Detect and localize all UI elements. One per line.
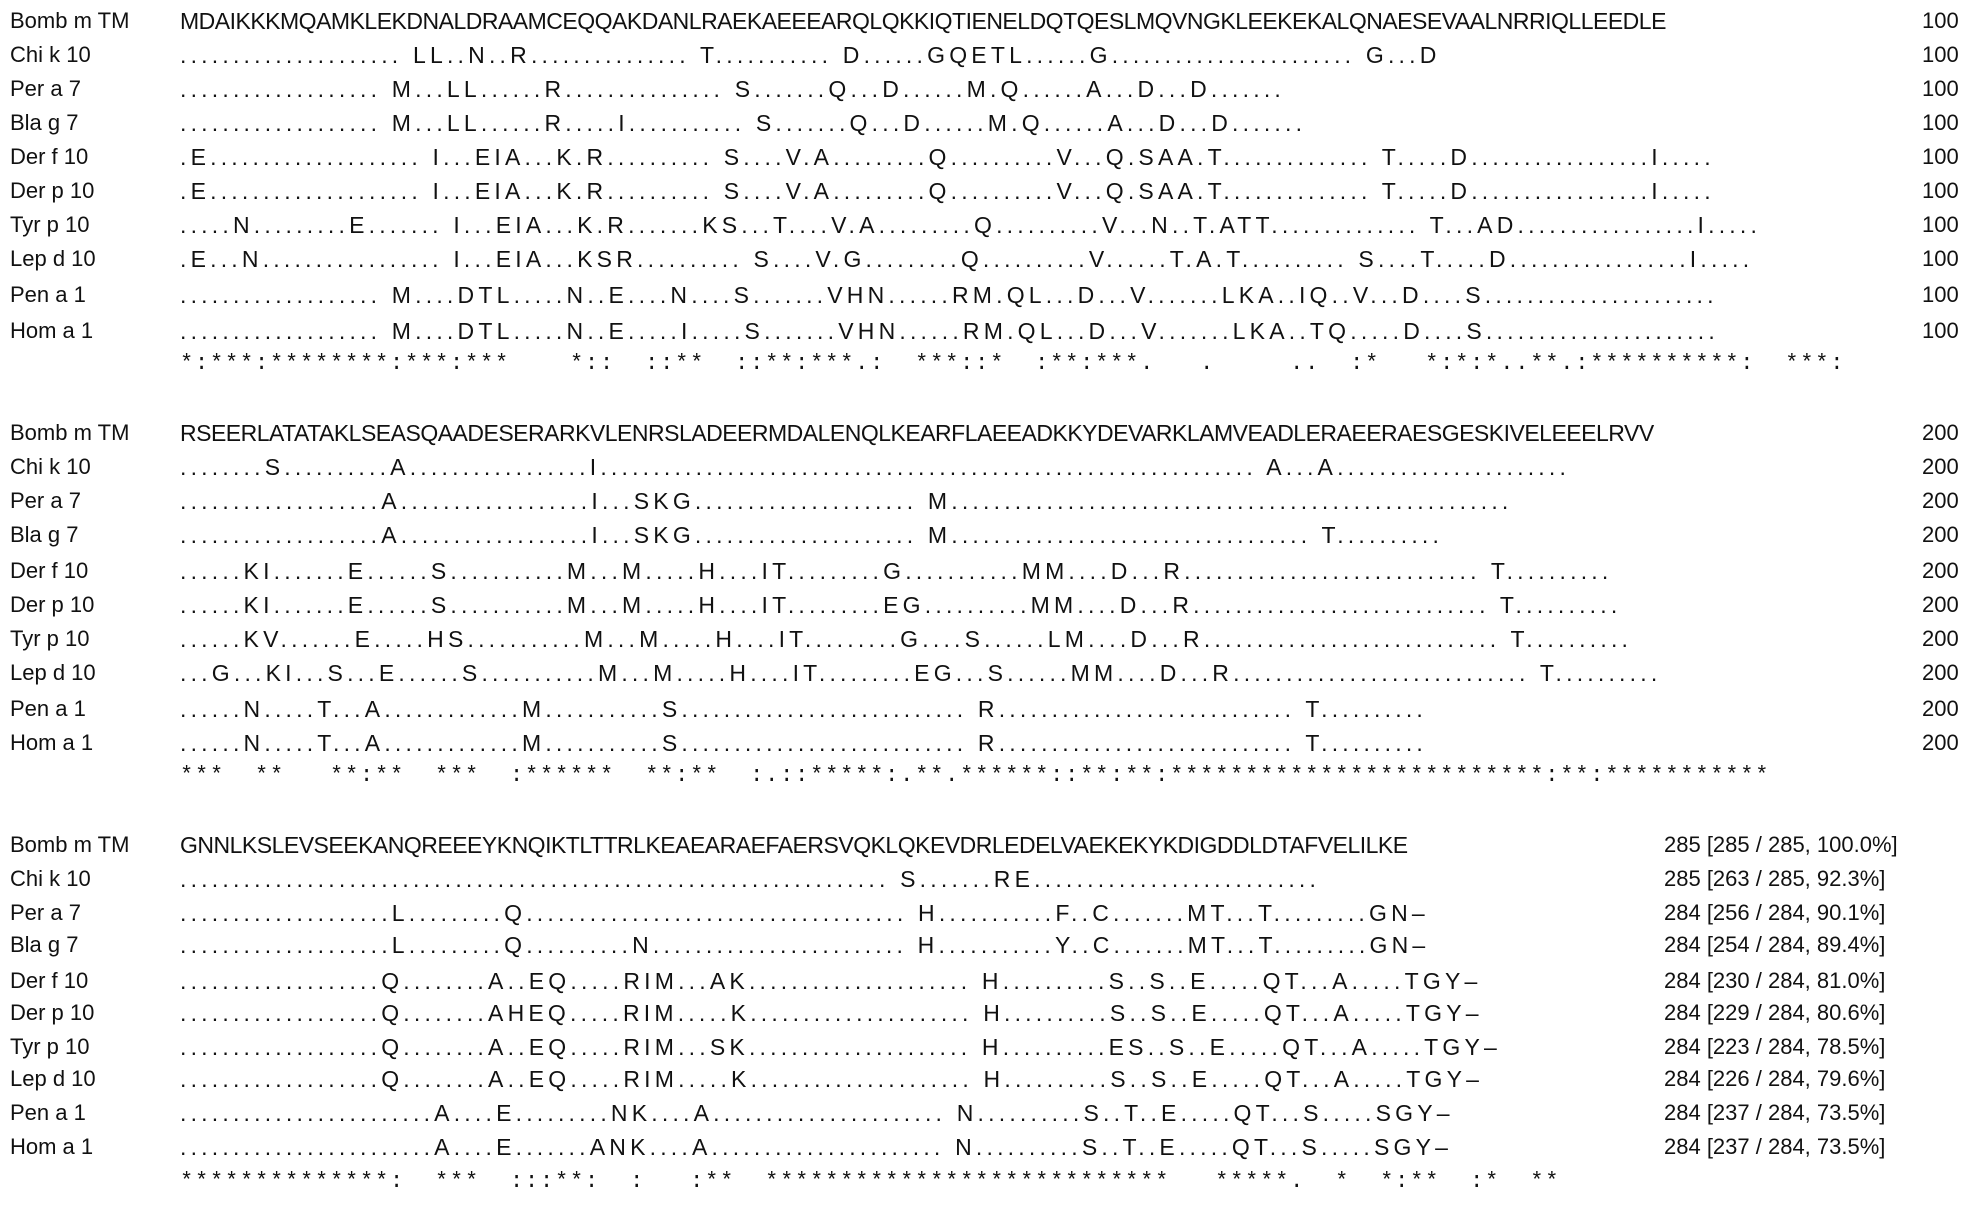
sequence-end-position: 100	[1922, 318, 1959, 343]
sequence-end-position: 100	[1922, 110, 1959, 135]
sequence-residues: ...................A..................I...SKG..................... M.................................. T..........	[180, 522, 1444, 548]
sequence-name: Bla g 7	[10, 932, 79, 957]
sequence-name: Pen a 1	[10, 1100, 86, 1125]
consensus-line: *** ** **:** *** :****** **:** :.::*****:.**.******::**:**:*************************:**:***********	[180, 763, 1771, 788]
alignment-row	[0, 484, 1976, 518]
sequence-name: Der p 10	[10, 178, 95, 203]
alignment-row	[0, 996, 1976, 1030]
sequence-name: Lep d 10	[10, 660, 96, 685]
sequence-residues: ...................Q........A..EQ.....RIM...SK..................... H..........ES..S..E.....QT...A.....TGY–	[180, 1034, 1502, 1060]
sequence-end-position: 100	[1922, 144, 1959, 169]
sequence-residues: ...................Q........A..EQ.....RIM...AK..................... H..........S..S..E.....QT...A.....TGY–	[180, 968, 1482, 994]
alignment-row	[0, 554, 1976, 588]
sequence-name: Der f 10	[10, 968, 89, 993]
alignment-row	[0, 208, 1976, 242]
alignment-row	[0, 828, 1976, 862]
alignment-row	[0, 588, 1976, 622]
sequence-residues: ...................Q........A..EQ.....RIM.....K..................... H..........S..S..E.....QT...A.....TGY–	[180, 1066, 1484, 1092]
sequence-identity-summary: 284 [256 / 284, 90.1%]	[1664, 900, 1886, 925]
alignment-row	[0, 518, 1976, 552]
sequence-residues: GNNLKSLEVSEEKANQREEEYKNQIKTLTTRLKEAEARAEFAERSVQKLQKEVDRLEDELVAEKEKYKDIGDDLDTAFVELILKE	[180, 832, 1408, 858]
sequence-name: Lep d 10	[10, 246, 96, 271]
sequence-residues: ................... M....DTL.....N..E....N....S.......VHN......RM.QL...D...V.......LKA..IQ..V...D....S......................	[180, 282, 1718, 308]
alignment-row	[0, 622, 1976, 656]
alignment-row	[0, 1030, 1976, 1064]
sequence-residues: ....................L.........Q..........N........................ H...........Y..C.......MT...T.........GN–	[180, 932, 1430, 958]
alignment-row	[0, 1096, 1976, 1130]
sequence-identity-summary: 284 [254 / 284, 89.4%]	[1664, 932, 1886, 957]
sequence-residues: ................... M...LL......R............... S.......Q...D......M.Q......A...D...D.......	[180, 76, 1286, 102]
alignment-row	[0, 106, 1976, 140]
sequence-residues: ......N.....T...A.............M...........S........................... R............................ T..........	[180, 730, 1428, 756]
sequence-residues: ........................A....E.......ANK....A...................... N..........S..T..E.....QT...S.....SGY–	[180, 1134, 1453, 1160]
sequence-end-position: 100	[1922, 212, 1959, 237]
sequence-name: Der p 10	[10, 592, 95, 617]
sequence-name: Per a 7	[10, 900, 81, 925]
sequence-end-position: 200	[1922, 592, 1959, 617]
sequence-identity-summary: 285 [263 / 285, 92.3%]	[1664, 866, 1886, 891]
sequence-residues: ....................L.........Q.................................... H...........F..C.......MT...T.........GN–	[180, 900, 1429, 926]
sequence-identity-summary: 284 [223 / 284, 78.5%]	[1664, 1034, 1886, 1059]
sequence-identity-summary: 285 [285 / 285, 100.0%]	[1664, 832, 1898, 857]
sequence-residues: RSEERLATATAKLSEASQAADESERARKVLENRSLADEERMDALENQLKEARFLAEEADKKYDEVARKLAMVEADLERAEERAESGESKIVELEEELRVV	[180, 420, 1654, 446]
sequence-end-position: 100	[1922, 246, 1959, 271]
alignment-row	[0, 174, 1976, 208]
sequence-residues: .E...N................. I...EIA...KSR.......... S....V.G.........Q..........V......T.A.T.......... S....T.....D.................I.....	[180, 246, 1754, 272]
sequence-identity-summary: 284 [226 / 284, 79.6%]	[1664, 1066, 1886, 1091]
sequence-end-position: 100	[1922, 8, 1959, 33]
alignment-row	[0, 314, 1976, 348]
sequence-end-position: 200	[1922, 420, 1959, 445]
alignment-row	[0, 278, 1976, 312]
sequence-residues: .E.................... I...EIA...K.R.......... S....V.A.........Q..........V...Q.SAA.T.............. T.....D.................I.....	[180, 144, 1715, 170]
sequence-identity-summary: 284 [229 / 284, 80.6%]	[1664, 1000, 1886, 1025]
sequence-residues: .E.................... I...EIA...K.R.......... S....V.A.........Q..........V...Q.SAA.T.............. T.....D.................I.....	[180, 178, 1715, 204]
sequence-end-position: 200	[1922, 488, 1959, 513]
sequence-name: Per a 7	[10, 488, 81, 513]
sequence-name: Tyr p 10	[10, 212, 90, 237]
sequence-residues: ........S..........A.................I.............................................................. A...A......................	[180, 454, 1571, 480]
sequence-end-position: 200	[1922, 696, 1959, 721]
sequence-residues: ......KI.......E......S...........M...M.....H....IT.........EG..........MM....D...R............................ T..........	[180, 592, 1622, 618]
sequence-name: Pen a 1	[10, 282, 86, 307]
sequence-end-position: 200	[1922, 660, 1959, 685]
sequence-end-position: 200	[1922, 522, 1959, 547]
sequence-name: Hom a 1	[10, 1134, 94, 1159]
sequence-name: Hom a 1	[10, 318, 94, 343]
sequence-identity-summary: 284 [230 / 284, 81.0%]	[1664, 968, 1886, 993]
sequence-identity-summary: 284 [237 / 284, 73.5%]	[1664, 1100, 1886, 1125]
sequence-name: Der f 10	[10, 144, 89, 169]
consensus-line: **************: *** :::**: : :** *************************** *****. * *:** :* **	[180, 1169, 1561, 1194]
consensus-line: *:***:********:***:*** *:: ::** ::**:***.: ***::* :**:***. . .. :* *:*:*..**.:**********: ***:	[180, 351, 1846, 376]
sequence-name: Lep d 10	[10, 1066, 96, 1091]
sequence-end-position: 100	[1922, 282, 1959, 307]
sequence-identity-summary: 284 [237 / 284, 73.5%]	[1664, 1134, 1886, 1159]
sequence-name: Bla g 7	[10, 110, 79, 135]
alignment-row	[0, 692, 1976, 726]
sequence-end-position: 100	[1922, 76, 1959, 101]
sequence-name: Der f 10	[10, 558, 89, 583]
sequence-name: Bomb m TM	[10, 420, 130, 445]
sequence-residues: ..................... LL..N..R............... T........... D......GQETL......G....................... G...D	[180, 42, 1441, 68]
alignment-row	[0, 656, 1976, 690]
alignment-row	[0, 1062, 1976, 1096]
sequence-residues: ................................................................... S.......RE...........................	[180, 866, 1321, 892]
sequence-residues: ...G...KI...S...E......S...........M...M.....H....IT.........EG...S......MM....D...R............................ T..........	[180, 660, 1662, 686]
sequence-residues: ......N.....T...A.............M...........S........................... R............................ T..........	[180, 696, 1428, 722]
alignment-row	[0, 72, 1976, 106]
sequence-residues: ................... M...LL......R.....I........... S.......Q...D......M.Q......A...D...D.......	[180, 110, 1307, 136]
sequence-name: Tyr p 10	[10, 1034, 90, 1059]
alignment-row	[0, 38, 1976, 72]
sequence-residues: ......KI.......E......S...........M...M.....H....IT.........G...........MM....D...R............................ T..........	[180, 558, 1613, 584]
sequence-name: Per a 7	[10, 76, 81, 101]
sequence-name: Hom a 1	[10, 730, 94, 755]
sequence-name: Bla g 7	[10, 522, 79, 547]
sequence-residues: ...................A..................I...SKG..................... M.....................................................	[180, 488, 1513, 514]
sequence-residues: ........................A....E.........NK....A...................... N..........S..T..E.....QT...S.....SGY–	[180, 1100, 1454, 1126]
sequence-name: Chi k 10	[10, 454, 91, 479]
alignment-row	[0, 140, 1976, 174]
sequence-end-position: 200	[1922, 730, 1959, 755]
alignment-row	[0, 896, 1976, 930]
alignment-row	[0, 964, 1976, 998]
sequence-name: Bomb m TM	[10, 832, 130, 857]
sequence-name: Der p 10	[10, 1000, 95, 1025]
sequence-end-position: 200	[1922, 558, 1959, 583]
sequence-residues: MDAIKKKMQAMKLEKDNALDRAAMCEQQAKDANLRAEKAEEEARQLQKKIQTIENELDQTQESLMQVNGKLEEKEKALQNAESEVAALNRRIQLLEEDLE	[180, 8, 1666, 34]
sequence-name: Pen a 1	[10, 696, 86, 721]
sequence-name: Chi k 10	[10, 866, 91, 891]
alignment-row	[0, 4, 1976, 38]
sequence-name: Tyr p 10	[10, 626, 90, 651]
sequence-residues: ...................Q........AHEQ.....RIM.....K..................... H..........S..S..E.....QT...A.....TGY–	[180, 1000, 1483, 1026]
alignment-row	[0, 416, 1976, 450]
sequence-residues: ................... M....DTL.....N..E.....I.....S.......VHN......RM.QL...D...V.......LKA..TQ.....D....S......................	[180, 318, 1719, 344]
alignment-row	[0, 450, 1976, 484]
sequence-name: Chi k 10	[10, 42, 91, 67]
alignment-row	[0, 726, 1976, 760]
sequence-end-position: 200	[1922, 626, 1959, 651]
sequence-end-position: 200	[1922, 454, 1959, 479]
sequence-residues: .....N.........E....... I...EIA...K.R.......KS...T....V.A.........Q..........V...N..T.ATT.............. T...AD.................I.....	[180, 212, 1762, 238]
alignment-row	[0, 242, 1976, 276]
alignment-row	[0, 862, 1976, 896]
alignment-row	[0, 1130, 1976, 1164]
sequence-end-position: 100	[1922, 178, 1959, 203]
sequence-residues: ......KV.......E.....HS...........M...M.....H....IT.........G....S......LM....D...R............................ T..........	[180, 626, 1633, 652]
sequence-end-position: 100	[1922, 42, 1959, 67]
alignment-row	[0, 928, 1976, 962]
sequence-name: Bomb m TM	[10, 8, 130, 33]
